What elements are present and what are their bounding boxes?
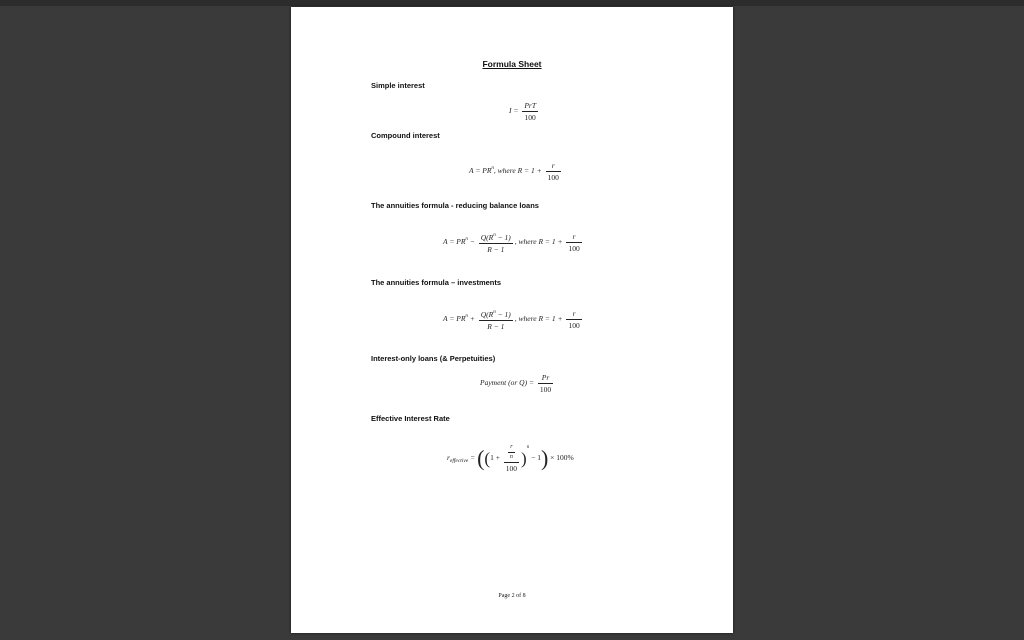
fraction xyxy=(479,231,513,254)
formula-minus-one: − 1 xyxy=(531,453,541,463)
formula-interest-only xyxy=(480,373,555,394)
exponent: n xyxy=(491,166,494,172)
numerator-tail: − 1) xyxy=(495,310,511,319)
formula-lhs: Payment (or Q) = xyxy=(480,378,535,388)
formula-lhs: I = xyxy=(509,106,519,116)
denominator: R − 1 xyxy=(487,245,505,254)
numerator: r xyxy=(508,444,515,453)
formula-times-100: × 100% xyxy=(550,453,574,463)
numerator: PrT xyxy=(524,101,536,110)
fraction xyxy=(522,101,538,122)
section-heading-simple-interest: Simple interest xyxy=(371,81,425,90)
numerator: Q(R xyxy=(480,233,494,242)
numerator: r xyxy=(566,309,581,320)
exponent: n xyxy=(526,445,530,451)
formula-one-plus: 1 + xyxy=(490,453,500,463)
formula-effective-rate xyxy=(447,444,574,473)
page-title: Formula Sheet xyxy=(482,59,542,69)
denominator: 100 xyxy=(568,244,580,253)
fraction xyxy=(479,308,513,331)
section-heading-compound-interest: Compound interest xyxy=(371,131,440,140)
inner-fraction xyxy=(508,444,515,461)
paren-open: ( xyxy=(484,449,491,468)
denominator: n xyxy=(509,454,513,460)
operator: − xyxy=(469,237,475,247)
page-footer: Page 2 of 8 xyxy=(498,593,526,599)
formula-lhs: A = PR xyxy=(443,314,466,324)
paren-open: ( xyxy=(477,445,485,471)
formula-simple-interest xyxy=(509,101,540,122)
formula-lhs: r xyxy=(447,453,450,463)
section-heading-interest-only: Interest-only loans (& Perpetuities) xyxy=(371,354,496,363)
denominator: 100 xyxy=(524,113,536,122)
document-page xyxy=(291,7,733,633)
fraction xyxy=(566,309,581,330)
formula-where: , where R = 1 + xyxy=(514,314,563,324)
numerator: r xyxy=(566,232,581,243)
section-heading-reducing-balance: The annuities formula - reducing balance loans xyxy=(371,201,539,210)
viewer-top-bar xyxy=(0,0,1024,6)
formula-lhs: A = PR xyxy=(443,237,466,247)
numerator: Pr xyxy=(538,373,553,384)
formula-where: , where R = 1 + xyxy=(493,166,542,176)
fraction xyxy=(546,161,561,182)
formula-lhs: A = PR xyxy=(469,166,492,176)
denominator: 100 xyxy=(539,385,552,394)
denominator: 100 xyxy=(505,464,518,473)
numerator: Q(R xyxy=(480,310,494,319)
operator: = xyxy=(470,453,476,463)
formula-reducing-balance xyxy=(443,231,584,254)
fraction xyxy=(566,232,581,253)
fraction xyxy=(504,444,519,473)
fraction xyxy=(538,373,553,394)
paren-close: ) xyxy=(540,445,549,471)
denominator: 100 xyxy=(547,173,559,182)
exponent: n xyxy=(465,314,468,320)
formula-where: , where R = 1 + xyxy=(514,237,563,247)
numerator: r xyxy=(546,161,561,172)
paren-close: ) xyxy=(521,449,527,468)
denominator: 100 xyxy=(568,321,580,330)
formula-compound-interest xyxy=(469,161,563,182)
denominator: R − 1 xyxy=(487,322,505,331)
exponent: n xyxy=(493,310,496,315)
subscript: effective xyxy=(449,458,469,465)
section-heading-effective-rate: Effective Interest Rate xyxy=(371,414,450,423)
formula-investments xyxy=(443,308,584,331)
exponent: n xyxy=(493,233,496,238)
exponent: n xyxy=(465,237,468,243)
operator: + xyxy=(469,314,475,324)
numerator-tail: − 1) xyxy=(495,233,511,242)
section-heading-investments: The annuities formula – investments xyxy=(371,278,502,287)
